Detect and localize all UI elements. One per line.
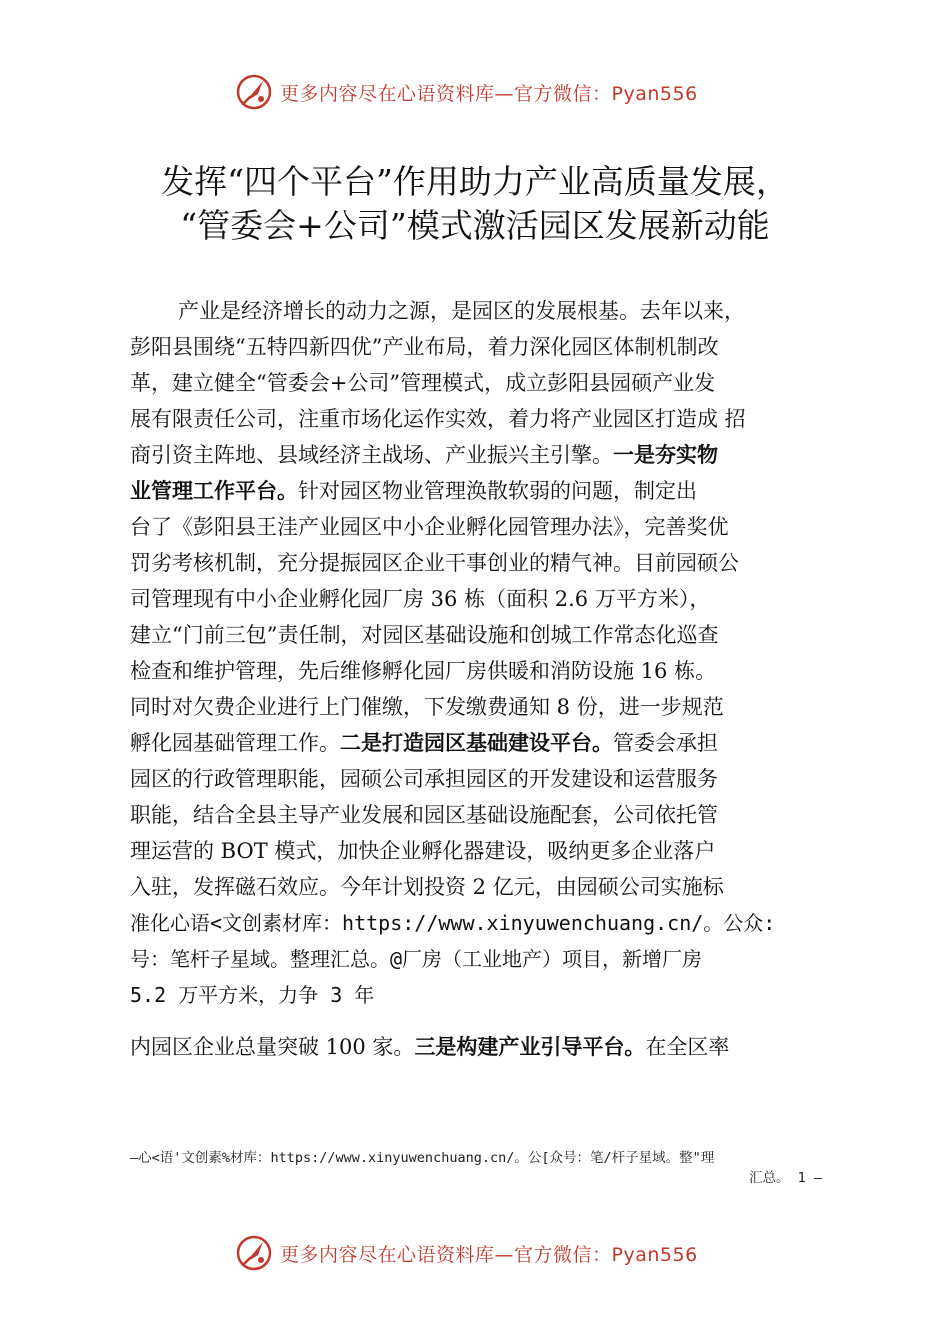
body-line: 革，建立健全“管委会+公司”管理模式，成立彭阳县园硕产业发 xyxy=(130,371,716,395)
heading-two: 二是打造园区基础建设平台。 xyxy=(340,731,613,755)
body-text: 内园区企业总量突破 100 家。 xyxy=(130,1035,415,1059)
banner-text: 更多内容尽在心语资料库—官方微信：Pyan556 xyxy=(280,1243,698,1266)
footer-watermark: —心<语'文创素%材库：https://www.xinyuwenchuang.cn/。公[众号：笔/杆子星域。整"理 xyxy=(130,1150,715,1166)
body-line: 检查和维护管理，先后维修孵化园厂房供暖和消防设施 16 栋。 xyxy=(130,659,717,683)
title-line-1: 发挥“四个平台”作用助力产业高质量发展， xyxy=(161,162,789,201)
body-text: 商引资主阵地、县域经济主战场、产业振兴主引擎。 xyxy=(130,443,613,467)
body-line: 职能，结合全县主导产业发展和园区基础设施配套，公司依托管 xyxy=(130,803,718,827)
body-line: 展有限责任公司，注重市场化运作实效，着力将产业园区打造成 招 xyxy=(130,407,746,431)
body-line: 罚劣考核机制，充分提振园区企业干事创业的精气神。目前园硕公 xyxy=(130,551,739,575)
document-title xyxy=(0,160,950,248)
heading-one-part1: 一是夯实物 xyxy=(613,443,718,467)
body-text: 孵化园基础管理工作。 xyxy=(130,731,340,755)
quill-logo-icon xyxy=(234,1233,274,1273)
body-text: 管委会承担 xyxy=(613,731,718,755)
banner-text: 更多内容尽在心语资料库—官方微信：Pyan556 xyxy=(280,82,698,105)
document-body xyxy=(130,294,850,1066)
body-line: 园区的行政管理职能，园硕公司承担园区的开发建设和运营服务 xyxy=(130,767,718,791)
quill-logo-icon xyxy=(234,72,274,112)
footer-page-number: 汇总。 1 — xyxy=(748,1170,822,1186)
body-line: 彭阳县围绕“五特四新四优”产业布局，着力深化园区体制机制改 xyxy=(130,335,719,359)
header-watermark-banner xyxy=(234,70,754,114)
body-line: 司管理现有中小企业孵化园厂房 36 栋（面积 2.6 万平方米）， xyxy=(130,587,711,611)
body-text: 针对园区物业管理涣散软弱的问题，制定出 xyxy=(298,479,697,503)
body-line: 同时对欠费企业进行上门催缴，下发缴费通知 8 份，进一步规范 xyxy=(130,695,724,719)
body-line: 5.2 万平方米，力争 3 年 xyxy=(130,983,375,1007)
body-text: 在全区率 xyxy=(645,1035,730,1059)
heading-three: 三是构建产业引导平台。 xyxy=(414,1035,646,1059)
body-line-watermark: 号：笔杆子星域。整理汇总。@厂房（工业地产）项目，新增厂房 xyxy=(130,947,703,971)
footer-watermark-banner xyxy=(234,1231,754,1275)
body-line: 理运营的 BOT 模式，加快企业孵化器建设，吸纳更多企业落户 xyxy=(130,839,716,863)
body-line: 建立“门前三包”责任制，对园区基础设施和创城工作常态化巡查 xyxy=(130,623,719,647)
body-line xyxy=(130,1030,850,1066)
body-line xyxy=(130,474,850,510)
title-line-2: “管委会+公司”模式激活园区发展新动能 xyxy=(180,206,770,245)
body-line: 入驻，发挥磁石效应。今年计划投资 2 亿元，由园硕公司实施标 xyxy=(130,875,724,899)
heading-one-part2: 业管理工作平台。 xyxy=(130,479,298,503)
body-line xyxy=(130,726,850,762)
body-line: 台了《彭阳县王洼产业园区中小企业孵化园管理办法》，完善奖优 xyxy=(130,515,729,539)
page-footer xyxy=(130,1148,836,1188)
body-line: 产业是经济增长的动力之源，是园区的发展根基。去年以来， xyxy=(178,299,745,323)
body-line-watermark: 准化心语<文创素材库：https://www.xinyuwenchuang.cn/。公众: xyxy=(130,911,776,935)
body-line xyxy=(130,438,850,474)
